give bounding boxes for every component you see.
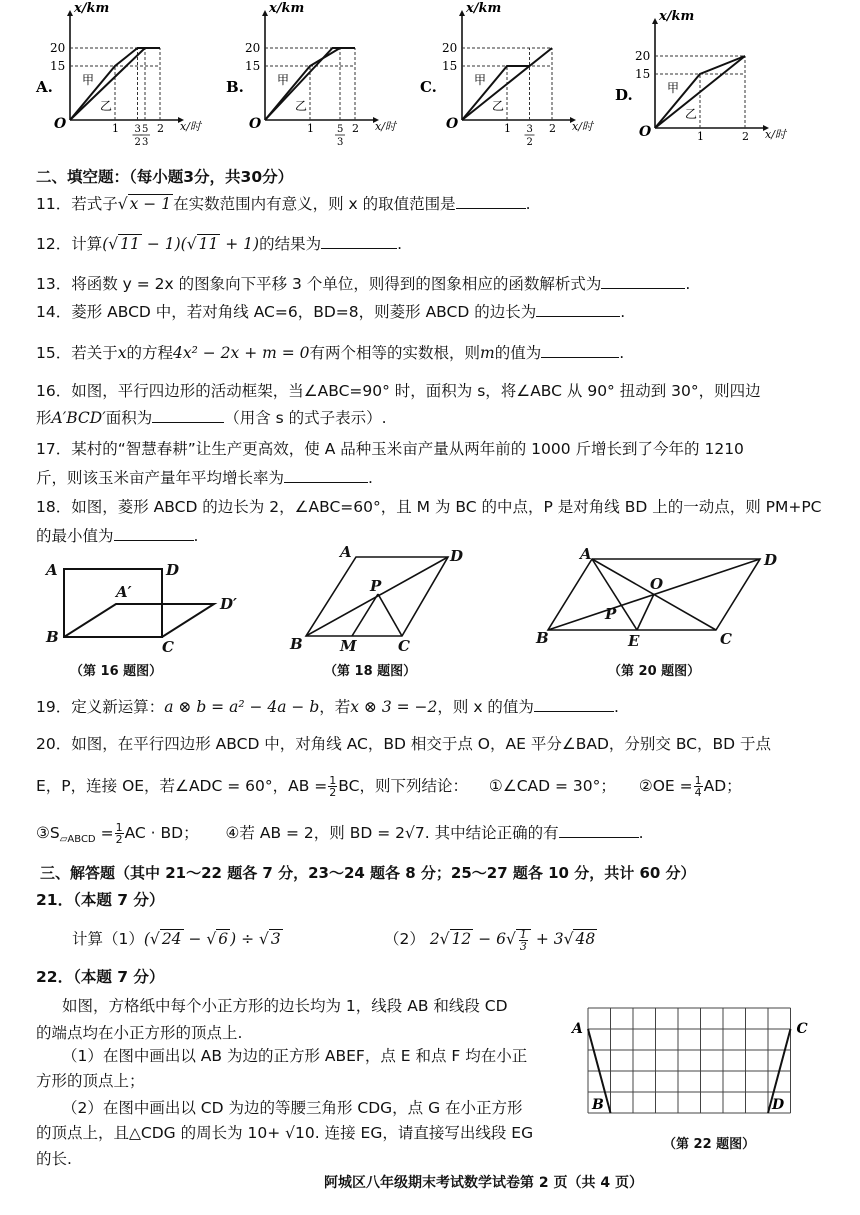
q19-definition: a ⊗ b = a² − 4a − b [164,698,320,716]
series-jia-label: 甲 [82,73,95,87]
y-tick-20: 20 [245,41,261,55]
section-2-title: 二、填空题：（每小题3分，共30分） [36,168,294,186]
figure-20 [548,559,760,630]
fig20-label-a: A [580,545,592,563]
fig16-label-a: A [46,561,58,579]
fig16-label-d-prime: D′ [220,595,237,613]
grid-label-a: A [572,1021,583,1037]
q12-blank[interactable] [321,232,397,249]
option-label: A. [36,78,53,96]
fig18-segment-pc [378,594,402,636]
q12-end: . [397,235,403,253]
q20-conclusion-4: ④若 AB = 2，则 BD = 2√7. 其中结论正确的有 [225,824,559,842]
q15-text: 15．若关于 [36,344,118,362]
x-tick-den: 2 [526,137,533,148]
q19-blank[interactable] [534,695,614,712]
q13-text: 13．将函数 y = 2x 的图象向下平移 3 个单位，则得到的图象相应的函数解析式为 [36,275,602,293]
q22-line-6: 的顶点上，且△CDG 的周长为 10+ √10. 连接 EG，请直接写出线段 EG [36,1124,534,1142]
q14-text: 14．菱形 ABCD 中，若对角线 AC=6，BD=8，则菱形 ABCD 的边长为 [36,303,537,321]
q22-line-2: 的端点均在小正方形的顶点上. [36,1024,243,1042]
q15-var: x [117,344,127,362]
q20-conclusion-3: ③S [36,824,60,842]
y-axis-label: x/km [269,1,305,16]
y-axis-label: x/km [466,1,502,16]
y-tick-20: 20 [635,49,651,63]
x-tick-label: 2 [742,130,749,143]
q20-conclusion-3-end: AC · BD； [124,824,199,842]
fig16-label-c: C [162,638,174,656]
q22-header: 22．（本题 7 分） [36,968,165,986]
fig18-label-m: M [340,637,357,655]
x-tick-num: 3 [526,124,533,135]
question-16-line-2 [36,406,387,429]
x-axis-label: x/时 [375,120,396,133]
figure-16 [64,569,214,637]
q13-end: . [685,275,691,293]
q19-end: . [613,698,619,716]
fig18-label-a: A [340,545,352,561]
q19-text: 19．定义新运算： [36,698,165,716]
q21-part-1: 计算（1）(√ 24 − √ 6 ) ÷ √ 3 [72,930,281,948]
q14-end: . [620,303,626,321]
y-axis-label: x/km [659,9,695,24]
series-yi-label: 乙 [100,99,113,113]
x-tick-den: 2 [134,137,141,148]
y-tick-15: 15 [50,59,66,73]
q14-blank[interactable] [536,300,620,317]
q18-text: 的最小值为 [36,527,114,545]
q22-line-1: 如图，方格纸中每个小正方形的边长均为 1，线段 AB 和线段 CD [62,997,508,1015]
q21-radicand-3: 3 [270,930,281,948]
question-20-line-2 [36,771,742,801]
q16-text: 形 [36,409,52,427]
q20-fraction-half-2: $\frac{1}{2}$ [115,821,123,846]
page-footer: 阿城区八年级期末考试数学试卷第 2 页（共 4 页） [324,1175,643,1191]
option-label: D. [615,86,633,104]
q21-part-2: （2） 2√ 12 − 6√ $\frac{1}{3}$ + 3√ 48 [384,927,596,953]
question-12: 12．计算(√ 11 − 1)(√ 11 + 1)的结果为 . [36,232,402,255]
y-tick-20: 20 [442,41,458,55]
q15-text-2: 的方程 [126,344,173,362]
y-axis-arrow [262,10,268,16]
y-axis-arrow [459,10,465,16]
origin-label: O [249,116,262,132]
grid-label-c: C [796,1021,808,1037]
series-yi-label: 乙 [295,99,308,113]
fig20-caption: （第 20 题图） [608,664,701,679]
choice-graphs-svg [0,0,860,150]
q15-text-4: 的值为 [494,344,542,362]
x-tick-den: 3 [337,137,344,148]
fig18-label-p: P [370,577,382,595]
fig20-label-c: C [720,630,732,648]
q20-end: . [638,824,644,842]
q21-frac-den: 3 [519,939,527,953]
x-tick-num: 3 [134,124,141,135]
section-3-title: 三、解答题（其中 21～22 题各 7 分，23～24 题各 8 分；25～27 题各 10 分，共计 60 分） [40,864,696,882]
series-jia-label: 甲 [277,73,290,87]
y-axis-arrow [652,18,658,24]
q19-text-3: ，则 x 的值为 [437,698,534,716]
q12-radicand-a: 11 [120,235,140,253]
q20-conclusion-3-sub: ▱ABCD [59,834,96,846]
q21-part-2-label: （2） [384,930,425,948]
q11-blank[interactable] [456,192,526,209]
origin-label: O [54,116,67,132]
fig16-label-a-prime: A′ [116,583,132,601]
y-tick-15: 15 [635,67,651,81]
fig16-caption: （第 16 题图） [70,664,163,679]
x-tick-label: 2 [549,122,556,135]
fig18-caption: （第 18 题图） [324,664,417,679]
y-tick-15: 15 [442,59,458,73]
series-yi-label: 乙 [685,107,698,121]
x-axis-label: x/时 [765,128,786,141]
question-20-line-3 [36,818,644,855]
option-label: C. [420,78,437,96]
q18-blank[interactable] [114,524,194,541]
x-tick-den: 3 [142,137,149,148]
x-tick-label: 1 [112,122,119,135]
q11-text: 11．若式子 [36,195,118,213]
q17-end: . [368,469,373,487]
question-18-line-2 [36,524,198,547]
x-tick-label: 1 [504,122,511,135]
q20-conclusion-1: ①∠CAD = 30°； [488,777,616,795]
q20-text: E，P，连接 OE，若∠ADC = 60°，AB = [36,777,328,795]
option-label: B. [226,78,244,96]
q22-line-7: 的长. [36,1150,72,1168]
question-13 [36,272,690,295]
grid-label-b: B [592,1097,604,1113]
q21-part-1-label: 计算（1） [72,930,144,948]
q22-line-4: 方形的顶点上； [36,1072,145,1090]
x-tick-label: 2 [157,122,164,135]
q20-text-2: BC，则下列结论： [338,777,468,795]
q17-blank[interactable] [284,466,368,483]
fig20-label-d: D [764,551,778,569]
fig20-label-o: O [650,575,664,593]
y-tick-20: 20 [50,41,66,55]
q15-equation: 4x² − 2x + m = 0 [173,344,310,362]
q16-blank[interactable] [152,406,224,423]
fig18-segment-pm [352,594,378,636]
question-14 [36,300,625,323]
x-tick-num: 5 [142,124,149,135]
q15-var-m: m [480,344,495,362]
origin-label: O [639,124,652,140]
fig22-caption: （第 22 题图） [663,1137,756,1152]
x-tick-num: 5 [337,124,344,135]
fig18-label-b: B [290,635,303,653]
q22-line-5: （2）在图中画出以 CD 为边的等腰三角形 CDG，点 G 在小正方形 [62,1099,523,1117]
q18-end: . [193,527,199,545]
y-axis-arrow [67,10,73,16]
figure-22-grid [568,1000,848,1125]
question-17-line-2 [36,466,373,489]
fig18-label-c: C [398,637,410,655]
q15-blank[interactable] [541,341,619,358]
question-15 [36,341,624,364]
q21-radicand-12: 12 [451,930,472,948]
series-yi-label: 乙 [492,99,505,113]
q12-radicand-b: 11 [198,235,219,253]
fig16-parallelogram [64,604,214,637]
q21-radicand-24: 24 [161,930,182,948]
question-20-line-1: 20．如图，在平行四边形 ABCD 中，对角线 AC，BD 相交于点 O，AE 平分∠BAD，分别交 BC，BD 于点 [36,735,772,753]
y-axis-label: x/km [74,1,110,16]
q16-text-3: （用含 s 的式子表示）. [224,409,387,427]
q20-blank[interactable] [559,821,639,838]
question-17-line-1: 17．某村的“智慧春耕”让生产更高效，使 A 品种玉米亩产量从两年前的 1000 斤增长到了今年的 1210 [36,440,744,458]
q21-fraction-third [519,929,528,952]
fig20-label-e: E [628,632,640,650]
fig16-label-b: B [46,628,59,646]
q19-condition: x ⊗ 3 = −2 [350,698,438,716]
fig16-label-d: D [166,561,180,579]
fig18-label-d: D [450,547,464,565]
q21-header: 21．（本题 7 分） [36,891,165,909]
question-11: 11．若式子√ x − 1 在实数范围内有意义，则 x 的取值范围是 . [36,192,531,215]
q20-fraction-quarter: $\frac{1}{4}$ [694,774,702,799]
x-tick-label: 2 [352,122,359,135]
x-tick-label: 1 [307,122,314,135]
q17-text: 斤，则该玉米亩产量年平均增长率为 [36,469,285,487]
x-axis-label: x/时 [572,120,593,133]
q16-text-2: 面积为 [105,409,153,427]
q20-fraction-half: $\frac{1}{2}$ [329,774,337,799]
q15-text-3: 有两个相等的实数根，则 [309,344,481,362]
series-jia-label: 甲 [474,73,487,87]
q12-text-2: 的结果为 [259,235,322,253]
q19-text-2: ，若 [319,698,351,716]
q21-radicand-48: 48 [575,930,596,948]
q22-line-3: （1）在图中画出以 AB 为边的正方形 ABEF，点 E 和点 F 均在小正 [62,1047,528,1065]
q15-end: . [619,344,625,362]
q20-conclusion-3-eq: = [95,824,114,842]
question-18-line-1: 18．如图，菱形 ABCD 的边长为 2，∠ABC=60°，且 M 为 BC 的中点，P 是对角线 BD 上的一动点，则 PM+PC [36,498,822,516]
origin-label: O [446,116,459,132]
x-axis-label: x/时 [180,120,201,133]
grid-label-d: D [772,1097,785,1113]
q11-end: . [525,195,531,213]
question-19 [36,695,619,718]
question-16-line-1: 16．如图，平行四边形的活动框架，当∠ABC=90° 时，面积为 s，将∠ABC 从 90° 扭动到 30°，则四边 [36,382,761,400]
x-tick-label: 1 [697,130,704,143]
q13-blank[interactable] [601,272,685,289]
q16-shape: A′BCD′ [51,409,106,427]
y-tick-15: 15 [245,59,261,73]
q20-conclusion-2-end: AD； [703,777,742,795]
q11-text-2: 在实数范围内有意义，则 x 的取值范围是 [173,195,456,213]
q21-radicand-6: 6 [218,930,229,948]
q11-radicand: x − 1 [129,195,172,213]
figure-18 [306,557,448,636]
q20-conclusion-2: ②OE = [638,777,693,795]
series-jia-label: 甲 [667,81,680,95]
q21-frac-num: 1 [519,927,527,941]
q12-text: 12．计算 [36,235,103,253]
fig20-label-p: P [605,605,617,623]
fig20-label-b: B [536,629,549,647]
